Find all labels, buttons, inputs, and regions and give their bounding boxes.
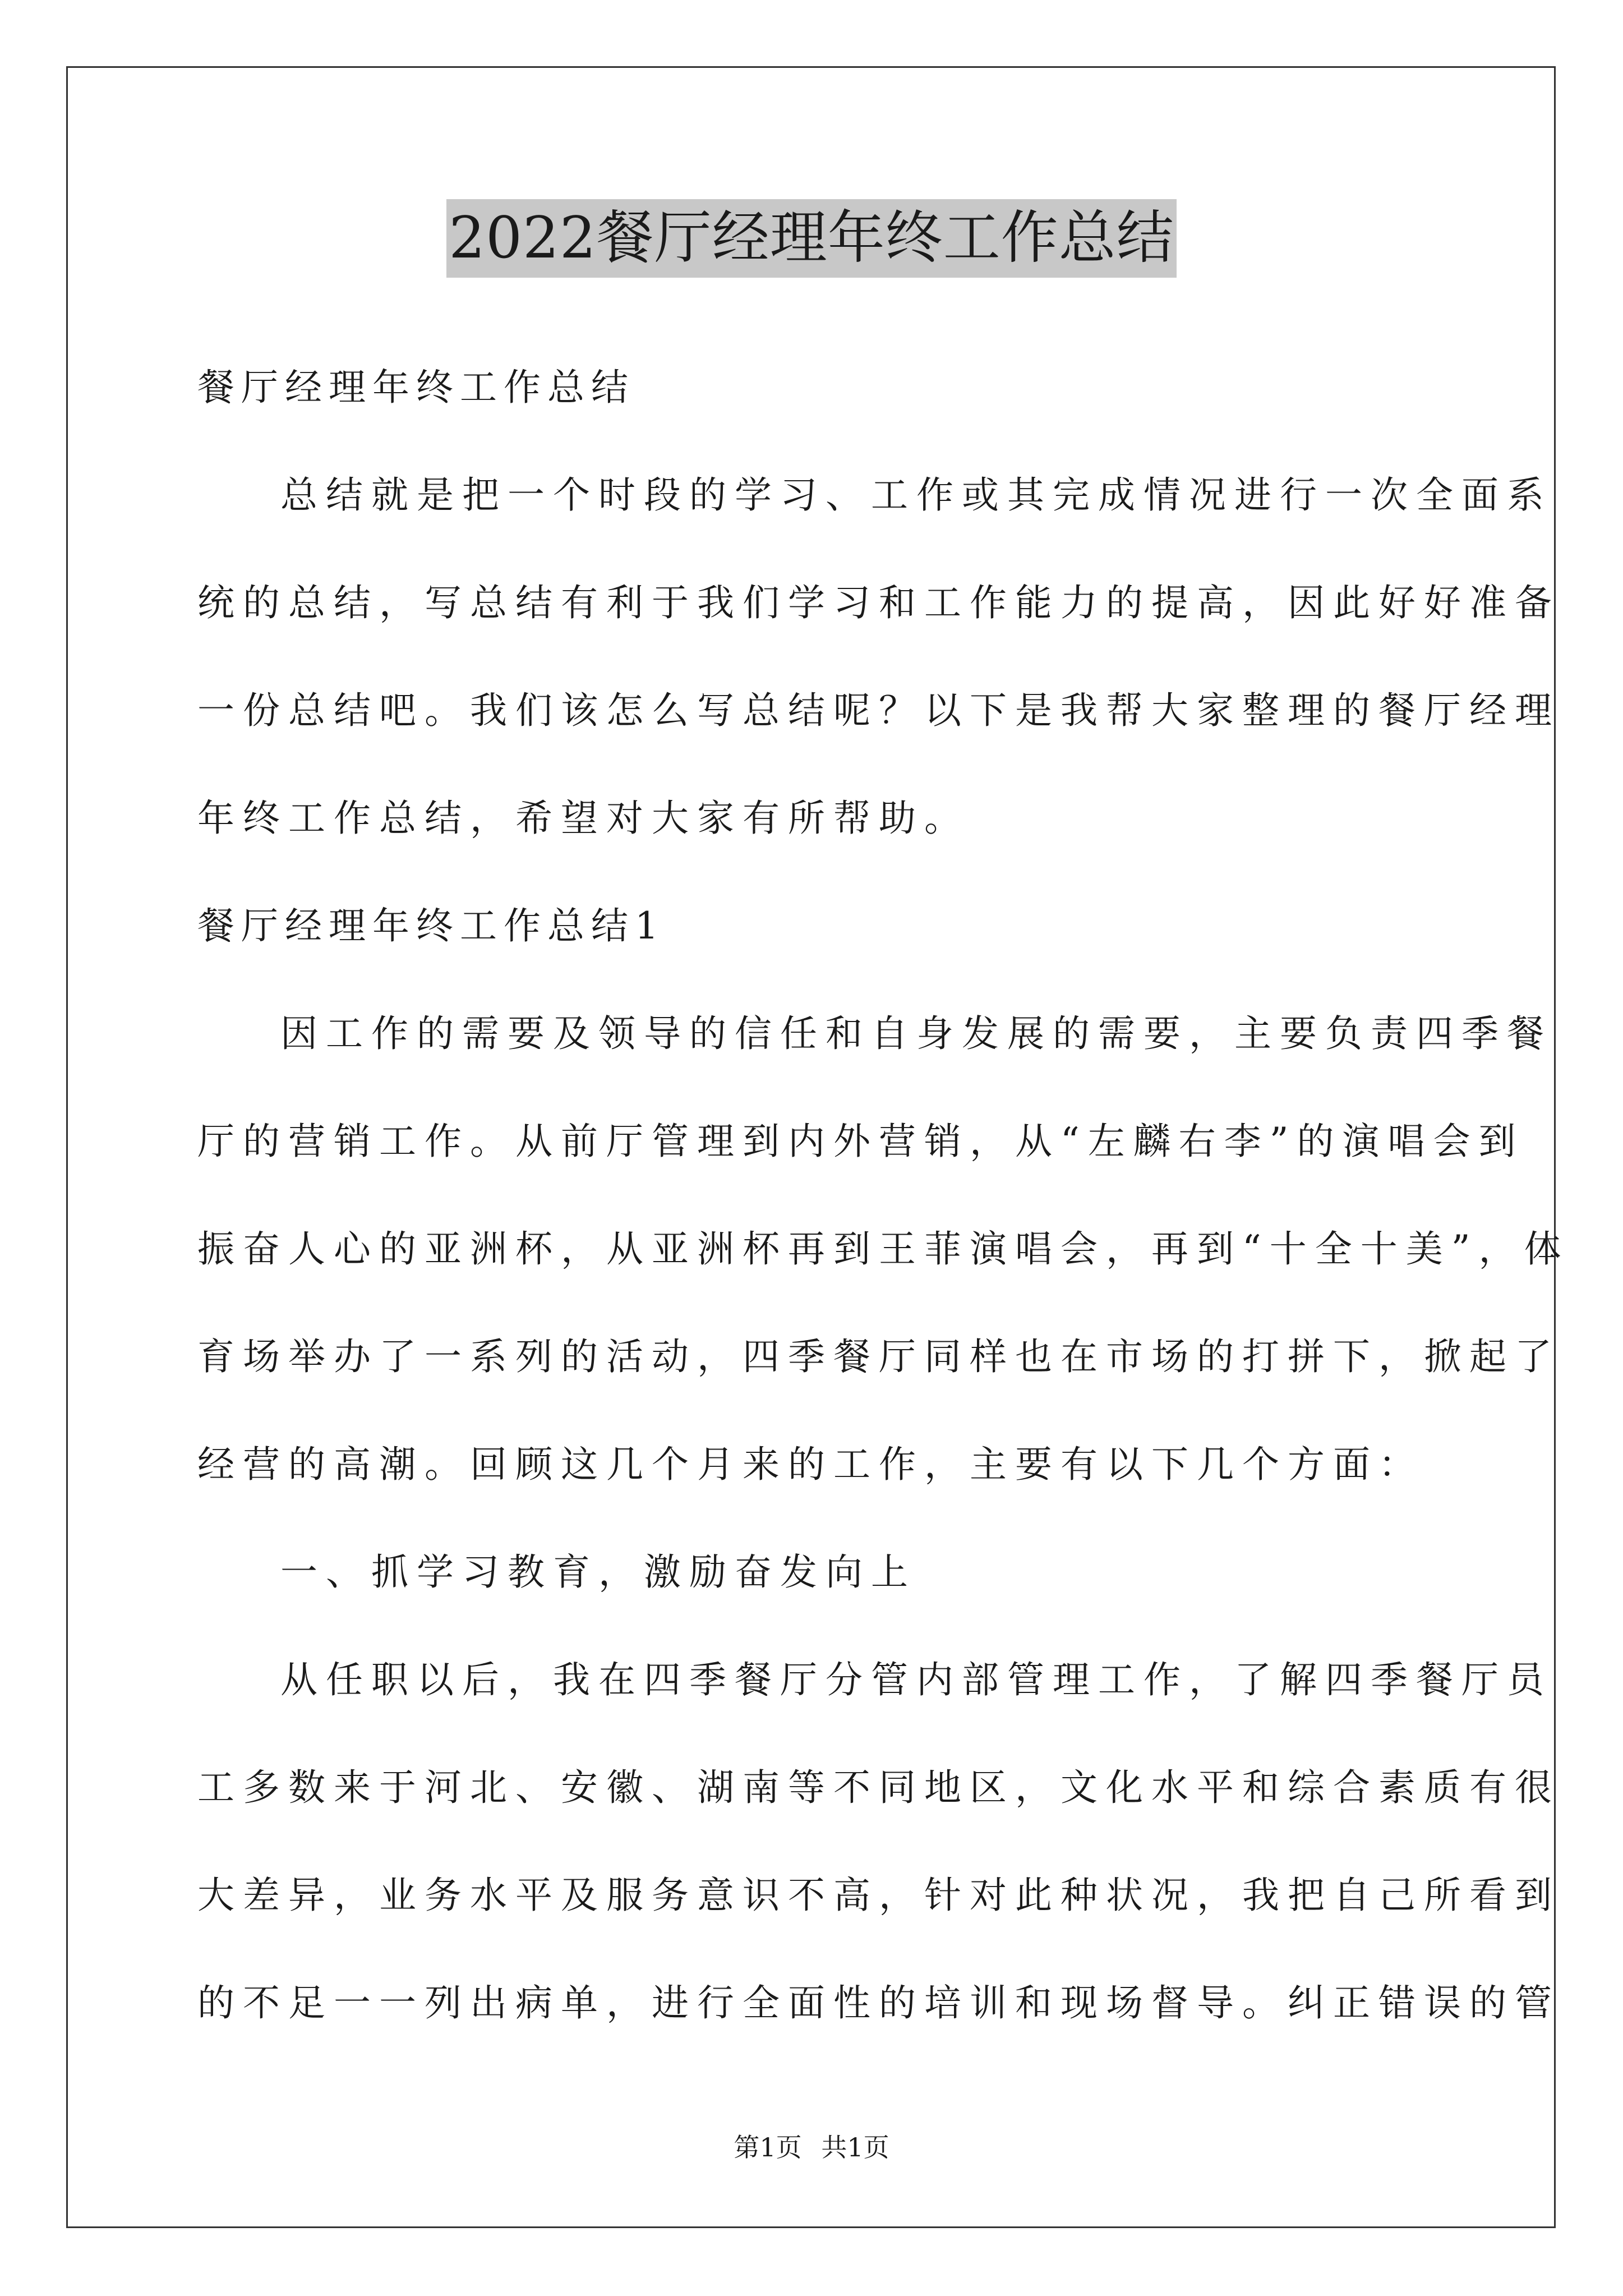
paragraph-line: 从任职以后，我在四季餐厅分管内部管理工作，了解四季餐厅员 — [280, 1658, 1552, 1701]
paragraph-line: 育场举办了一系列的活动，四季餐厅同样也在市场的打拼下，掀起了 — [197, 1335, 1560, 1378]
paragraph-line: 一、抓学习教育，激励奋发向上 — [280, 1550, 916, 1594]
page-number: 第1页 — [734, 2132, 802, 2162]
paragraph-line: 振奋人心的亚洲杯，从亚洲杯再到王菲演唱会，再到“十全十美”，体 — [197, 1227, 1570, 1271]
paragraph-line: 大差异，业务水平及服务意识不高，针对此种状况，我把自己所看到 — [197, 1874, 1560, 1917]
paragraph-line: 工多数来于河北、安徽、湖南等不同地区，文化水平和综合素质有很 — [197, 1766, 1560, 1809]
paragraph-line: 一份总结吧。我们该怎么写总结呢？以下是我帮大家整理的餐厅经理 — [197, 689, 1560, 732]
paragraph-line: 厅的营销工作。从前厅管理到内外营销，从“左麟右李”的演唱会到 — [197, 1120, 1524, 1163]
paragraph-line: 的不足一一列出病单，进行全面性的培训和现场督导。纠正错误的管 — [197, 1981, 1560, 2024]
document-title: 2022餐厅经理年终工作总结 — [446, 199, 1177, 278]
paragraph-line: 经营的高潮。回顾这几个月来的工作，主要有以下几个方面： — [197, 1443, 1424, 1486]
page-total: 共1页 — [821, 2132, 889, 2162]
page-footer — [0, 2131, 1623, 2164]
paragraph-line: 年终工作总结，希望对大家有所帮助。 — [197, 797, 970, 840]
paragraph-line: 因工作的需要及领导的信任和自身发展的需要，主要负责四季餐 — [280, 1012, 1552, 1055]
paragraph-line: 总结就是把一个时段的学习、工作或其完成情况进行一次全面系 — [280, 473, 1552, 517]
section-heading: 餐厅经理年终工作总结 — [197, 366, 635, 409]
document-body — [197, 334, 1570, 2057]
paragraph-line: 统的总结，写总结有利于我们学习和工作能力的提高，因此好好准备 — [197, 581, 1560, 624]
title-container — [0, 199, 1623, 278]
section-heading: 餐厅经理年终工作总结1 — [197, 904, 665, 947]
